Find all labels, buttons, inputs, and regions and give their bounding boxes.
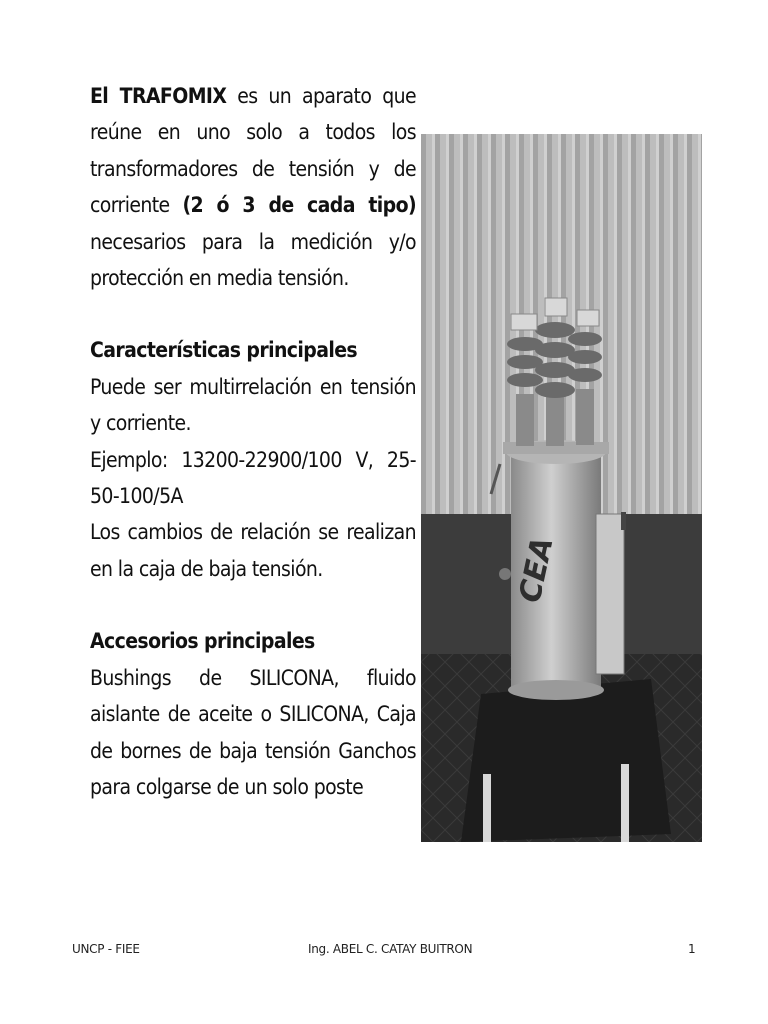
features-heading: Características principales (90, 338, 358, 363)
features-line-1: Puede ser multirrelación en tensión y corriente. (90, 374, 416, 436)
features-line-2: Ejemplo: 13200-22900/100 V, 25-50-100/5A (90, 447, 416, 509)
trafomix-photo (421, 134, 702, 842)
valve-fitting (499, 568, 511, 580)
tank-label: CEA (512, 534, 561, 606)
accessories-text: Bushings de SILICONA, fluido aislante de aceite o SILICONA, Caja de bornes de baja tensión Ganchos para colgarse de un solo poste (90, 665, 416, 799)
footer-left: UNCP - FIEE (72, 942, 140, 956)
accessories-heading: Accesorios principales (90, 629, 315, 654)
intro-bold-mid: (2 ó 3 de cada tipo) (182, 193, 416, 218)
features-line-3: Los cambios de relación se realizan en la caja de baja tensión. (90, 520, 416, 581)
tank-base (508, 680, 604, 700)
bushing-stem (576, 389, 594, 445)
intro-bold-start: El TRAFOMIX (90, 84, 227, 108)
low-voltage-box (596, 514, 624, 674)
table-cover (461, 679, 671, 842)
spacer (90, 587, 416, 623)
trafomix-photo-illustration (421, 134, 702, 842)
intro-text-1: es un aparato que reúne en uno solo a todos los transformadores de tensión y de corriente (90, 84, 416, 218)
intro-text-2: necesarios para la medición y/o protección en media tensión. (90, 229, 416, 291)
spacer (90, 296, 416, 332)
main-text-column (90, 78, 416, 805)
footer-center: Ing. ABEL C. CATAY BUITRON (308, 942, 473, 956)
page-number: 1 (688, 942, 696, 956)
bushing-stem (516, 394, 534, 446)
table-leg (483, 774, 491, 842)
box-plate (621, 512, 626, 530)
table-leg (621, 764, 629, 842)
intro-paragraph (90, 78, 416, 296)
